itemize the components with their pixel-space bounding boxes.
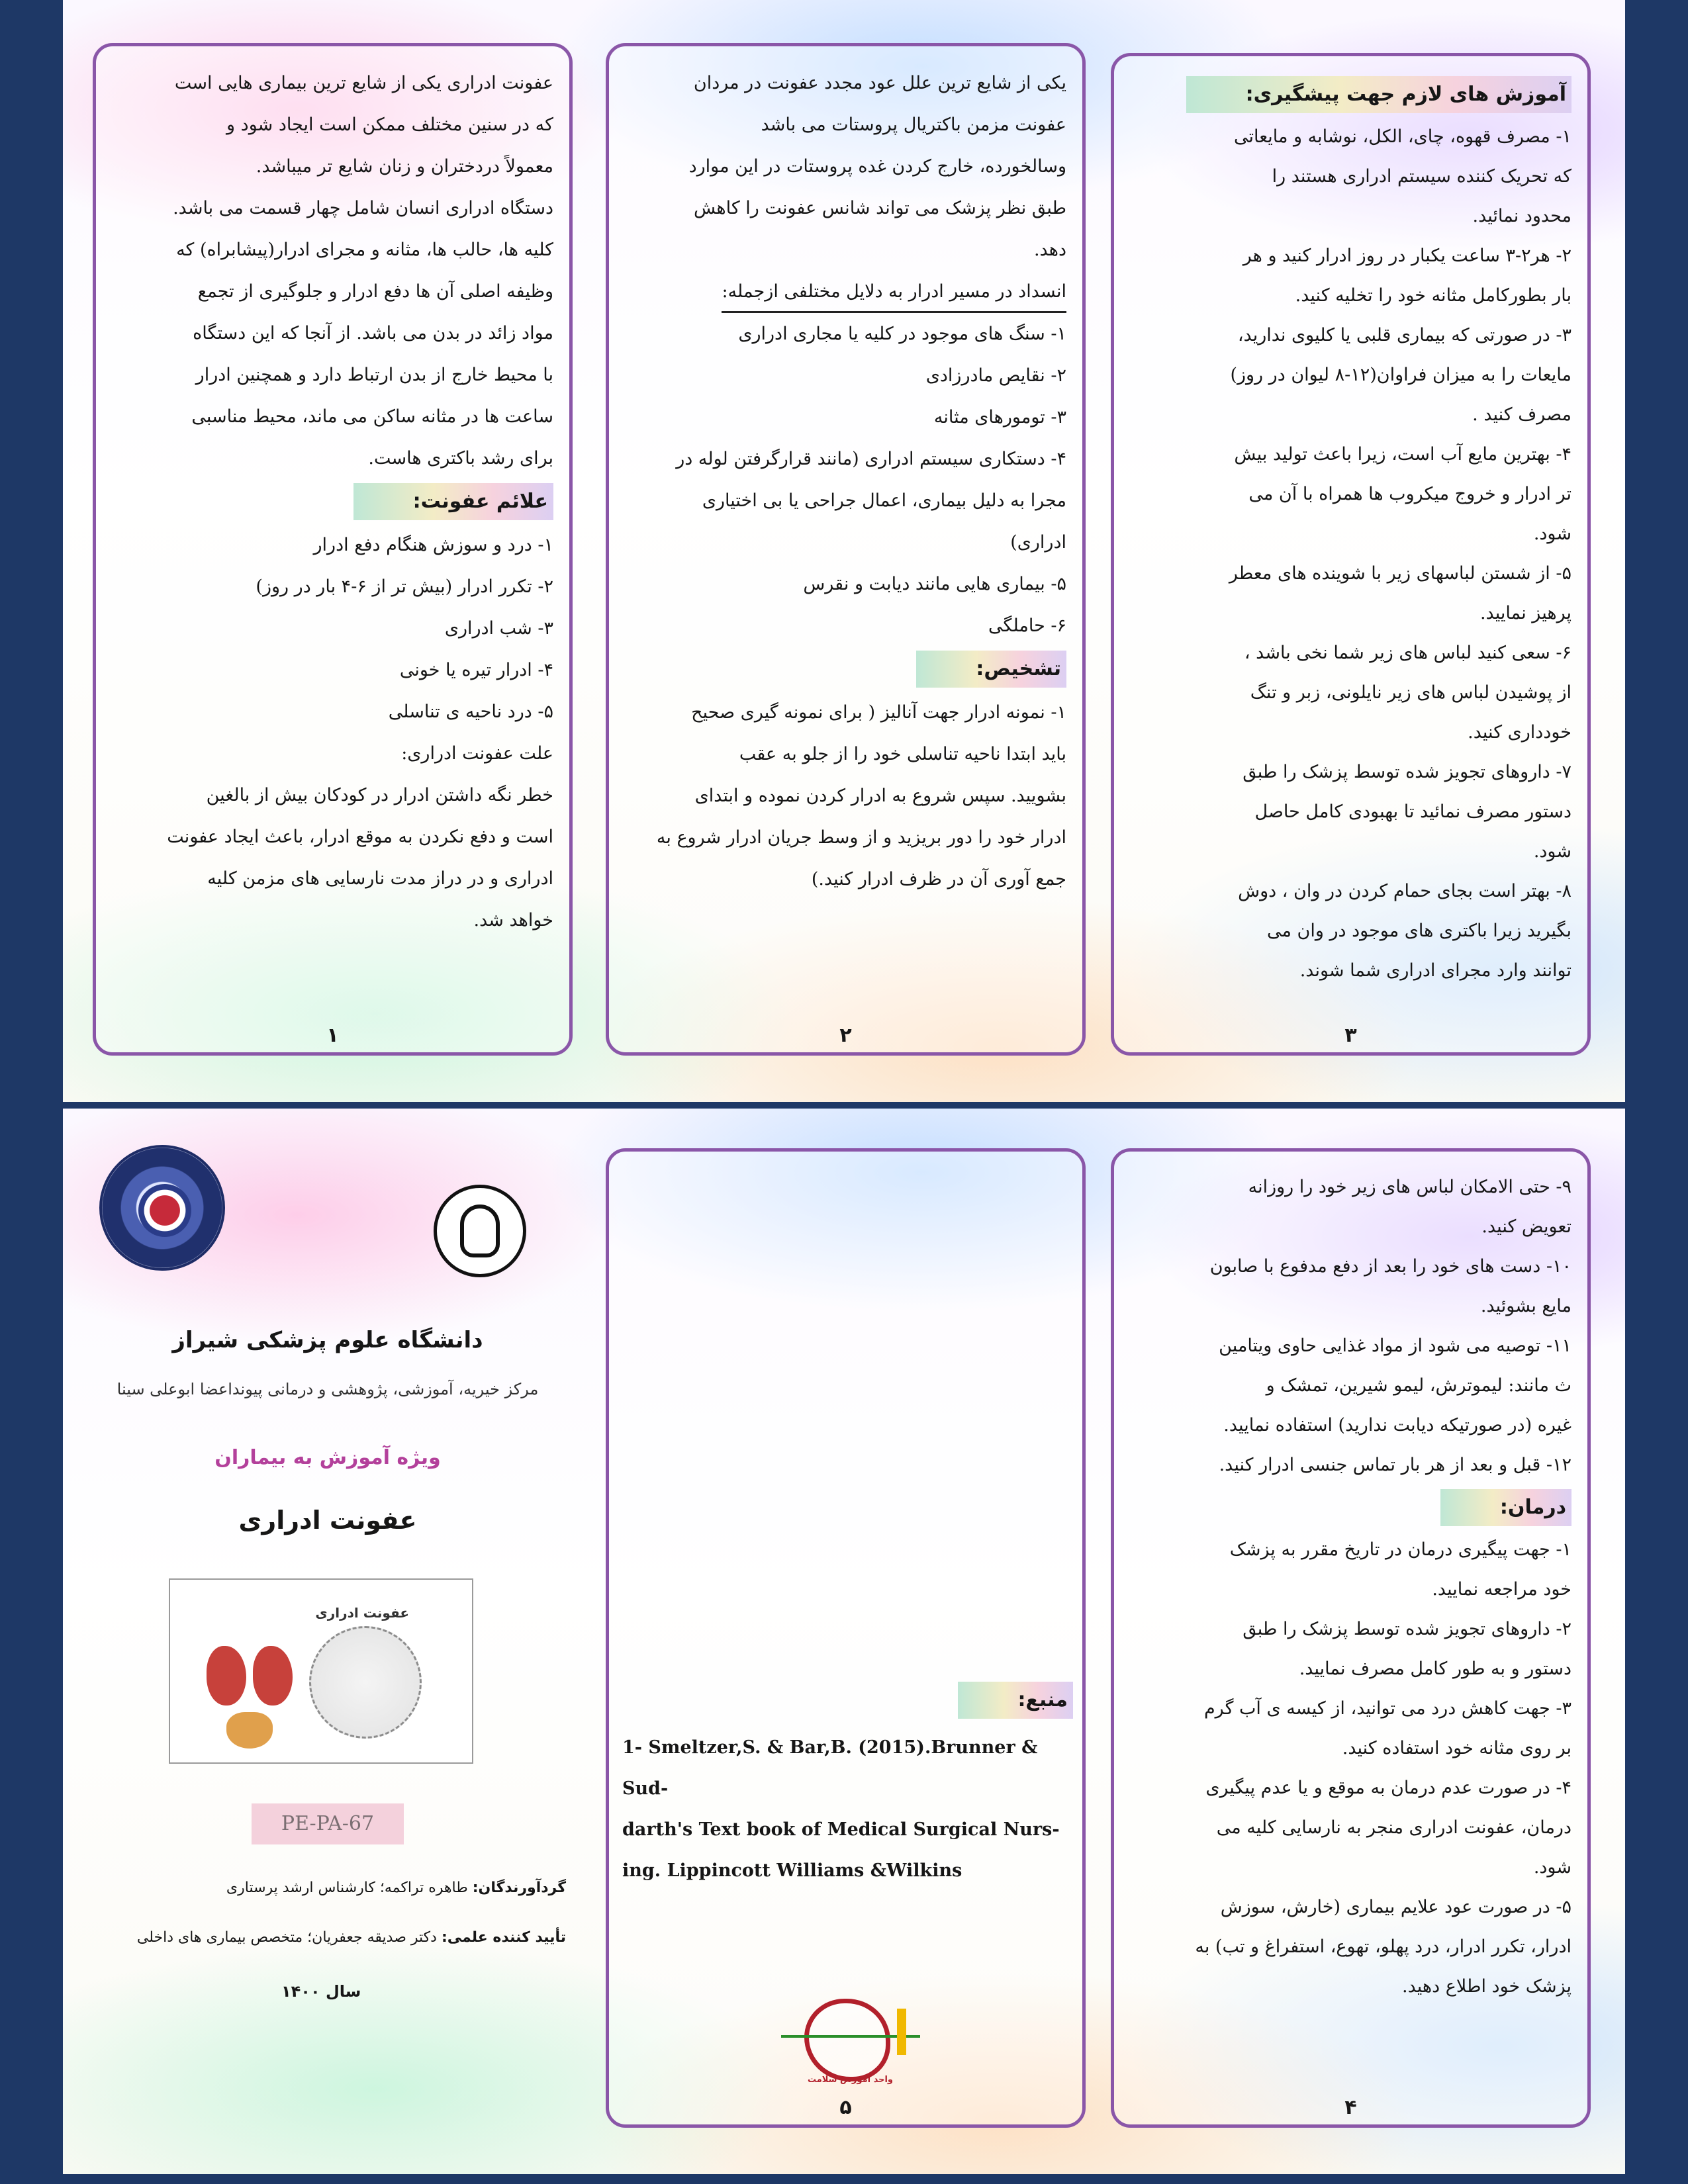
approver-credit (137, 1929, 566, 1946)
treatment-heading: درمان: (1440, 1489, 1571, 1526)
brochure-topic: عفونت ادراری (238, 1506, 417, 1535)
prevention-line: خودداری کنید. (1468, 722, 1571, 743)
cause-line: خواهد شد. (473, 910, 553, 931)
patient-education-label: ویژه آموزش به بیماران (214, 1446, 441, 1469)
urinary-system-illustration (169, 1578, 473, 1764)
front-cover (63, 1109, 592, 2167)
panel-1-content (112, 62, 553, 941)
diagnosis-line: ۱- نمونه ادرار جهت آنالیز ( برای نمونه گیری صحیح (691, 702, 1066, 723)
shiraz-university-logo-icon (434, 1185, 526, 1277)
panel-2-line: یکی از شایع ترین علل عود مجدد عفونت در مردان (693, 73, 1066, 93)
symptom-item: ۵- درد ناحیه ی تناسلی (388, 702, 553, 722)
prevention-heading: آموزش های لازم جهت پیشگیری: (1186, 76, 1571, 113)
prevention-line: ث مانند: لیموترش، لیمو شیرین، تمشک و (1266, 1375, 1571, 1396)
prevention-line: بار بطورکامل مثانه خود را تخلیه کنید. (1295, 285, 1571, 306)
symptom-item: ۴- ادرار تیره یا خونی (399, 660, 553, 680)
source-heading: منبع: (958, 1682, 1073, 1719)
prevention-line: محدود نمائید. (1472, 206, 1571, 226)
treatment-line: ۱- جهت پیگیری درمان در تاریخ مقرر به پزشک (1229, 1539, 1571, 1560)
prevention-line: تعویض کنید. (1481, 1216, 1571, 1237)
prevention-line: پرهیز نمایید. (1479, 603, 1571, 623)
diagnosis-line: بشویید. سپس شروع به ادرار کردن نموده و ابتدای (694, 786, 1066, 806)
panel-1-line: عفونت ادراری یکی از شایع ترین بیماری هایی است (174, 73, 553, 93)
page-number: ۳ (1344, 1024, 1357, 1047)
treatment-line: درمان، عفونت ادراری منجر به نارسایی کلیه می (1216, 1817, 1571, 1838)
prevention-line: ۹- حتی الامکان لباس های زیر خود را روزانه (1248, 1177, 1571, 1197)
reference-line: 1- Smeltzer,S. & Bar,B. (2015).Brunner & Sud- (622, 1737, 1038, 1799)
reference-line: darth's Text book of Medical Surgical Nurs- (622, 1819, 1060, 1840)
bacteria-magnified-view (309, 1626, 422, 1739)
diagnosis-line: باید ابتدا ناحیه تناسلی خود را از جلو به عقب (739, 744, 1066, 764)
panel-1-line: با محیط خارج از بدن ارتباط دارد و همچنین ادرار (195, 365, 553, 385)
obstruction-item: ۶- حاملگی (988, 615, 1066, 636)
compiler-value: طاهره تراکمه؛ کارشناس ارشد پرستاری (226, 1880, 468, 1896)
apple-shape (804, 1999, 890, 2081)
treatment-line: بر روی مثانه خود استفاده کنید. (1342, 1738, 1571, 1758)
approver-value: دکتر صدیقه جعفریان؛ متخصص بیماری های داخلی (136, 1929, 437, 1946)
diagnosis-line: جمع آوری آن در ظرف ادرار کنید.) (811, 869, 1066, 889)
obstruction-heading: انسداد در مسیر ادرار به دلایل مختلفی ازجمله: (722, 273, 1066, 313)
prevention-line: مایعات را به میزان فراوان(۱۲-۸ لیوان در روز) (1230, 365, 1571, 385)
cause-heading: علت عفونت ادراری: (401, 743, 553, 764)
prevention-line: ۱۲- قبل و بعد از هر بار تماس جنسی ادرار کنید. (1219, 1455, 1571, 1475)
treatment-line: شود. (1533, 1857, 1571, 1878)
obstruction-item: مجرا به دلیل بیماری، اعمال جراحی یا بی اختیاری (702, 490, 1066, 511)
health-logo-label: واحد آموزش سلامت (808, 2075, 894, 2085)
obstruction-item: ۵- بیماری هایی مانند دیابت و نقرس (803, 574, 1066, 594)
prevention-line: ۴- بهترین مایع آب است، زیرا باعث تولید بیش (1234, 444, 1571, 465)
obstruction-item: ۱- سنگ های موجود در کلیه یا مجاری ادراری (738, 324, 1066, 344)
kidney-left-shape (207, 1646, 246, 1706)
kidney-right-shape (253, 1646, 293, 1706)
prevention-line: ۶- سعی کنید لباس های زیر شما نخی باشد ، (1244, 643, 1571, 663)
symptom-item: ۱- درد و سوزش هنگام دفع ادرار (313, 535, 553, 555)
treatment-line: خود مراجعه نمایید. (1432, 1579, 1571, 1600)
page-number: ۲ (839, 1024, 852, 1047)
prevention-line: توانند وارد مجرای ادراری شما شوند. (1299, 960, 1571, 981)
document-code-badge: PE-PA-67 (252, 1803, 404, 1844)
panel-1-line: ساعت ها در مثانه ساکن می ماند، محیط مناسبی (191, 406, 553, 427)
compiler-label: گردآورندگان: (472, 1880, 566, 1896)
cause-line: ادراری و در دراز مدت نارسایی های مزمن کلیه (207, 868, 553, 889)
center-name: مرکز خیریه، آموزشی، پژوهشی و درمانی پیونداعضا ابوعلی سینا (117, 1380, 539, 1398)
panel-page-3 (1111, 53, 1591, 1056)
symptom-item: ۲- تکرر ادرار (بیش تر از ۶-۴ بار در روز) (256, 576, 553, 597)
bladder-shape (226, 1712, 273, 1749)
obstruction-item: ۲- نقایص مادرزادی (925, 365, 1066, 386)
panel-1-line: معمولاً دردختران و زنان شایع تر میباشد. (256, 156, 553, 177)
prevention-line: تر ادرار و خروج میکروب ها همراه با آن می (1248, 484, 1571, 504)
prevention-line: غیره (در صورتیکه دیابت ندارید) استفاده نمایید. (1223, 1415, 1571, 1435)
panel-page-1 (93, 43, 573, 1056)
publication-year: سال ۱۴۰۰ (281, 1982, 361, 2001)
prevention-line: ۵- از شستن لباسهای زیر با شوینده های معطر (1229, 563, 1571, 584)
obstruction-item: ۳- تومورهای مثانه (933, 407, 1066, 428)
prevention-line: که تحریک کننده سیستم ادراری هستند را (1272, 166, 1571, 187)
panel-1-line: وظیفه اصلی آن ها دفع ادرار و جلوگیری از تجمع (197, 281, 553, 302)
cause-line: است و دفع نکردن به موقع ادرار، باعث ایجاد عفونت (167, 827, 553, 847)
cause-line: خطر نگه داشتن ادرار در کودکان بیش از بالغین (206, 785, 553, 805)
symptoms-heading: علائم عفونت: (353, 483, 553, 520)
page-number: ۴ (1344, 2096, 1357, 2119)
pencil-shape (897, 2009, 906, 2055)
panel-3-content (1130, 72, 1571, 991)
prevention-line: شود. (1533, 523, 1571, 544)
treatment-line: ۳- جهت کاهش درد می توانید، از کیسه ی آب گرم (1203, 1698, 1571, 1719)
panel-1-line: کلیه ها، حالب ها، مثانه و مجرای ادرار(پیشابراه) که (176, 240, 553, 260)
page-number: ۱ (326, 1024, 339, 1047)
organ-transplant-center-logo-icon (99, 1145, 225, 1271)
prevention-line: دستور مصرف نمائید تا بهبودی کامل حاصل (1254, 801, 1571, 822)
diagnosis-line: ادرار خود را دور بریزید و از وسط جریان ادرار شروع به (656, 827, 1066, 848)
prevention-line: ۱۱- توصیه می شود از مواد غذایی حاوی ویتامین (1219, 1336, 1571, 1356)
reference-list (622, 1727, 1069, 1891)
prevention-line: ۷- داروهای تجویز شده توسط پزشک را طبق (1243, 762, 1571, 782)
approver-label: تأیید کننده علمی: (441, 1929, 566, 1946)
health-education-unit-logo-icon (768, 1995, 933, 2095)
panel-2-line: وسالخورده، خارج کردن غده پروستات در این موارد (688, 156, 1066, 177)
panel-2-line: طبق نظر پزشک می تواند شانس عفونت را کاهش (693, 198, 1066, 218)
prevention-line: مصرف کنید . (1472, 404, 1571, 425)
panel-page-5 (606, 1148, 1086, 2128)
treatment-line: دستور و به طور کامل مصرف نمایید. (1299, 1659, 1571, 1679)
panel-2-line: دهد. (1033, 240, 1066, 260)
prevention-line: ۱۰- دست های خود را بعد از دفع مدفوع با صابون (1209, 1256, 1571, 1277)
panel-2-content (625, 62, 1066, 900)
compiler-credit (226, 1880, 566, 1896)
treatment-line: ۲- داروهای تجویز شده توسط پزشک را طبق (1243, 1619, 1571, 1639)
prevention-line: شود. (1533, 841, 1571, 862)
panel-page-4 (1111, 1148, 1591, 2128)
treatment-line: ۴- در صورت عدم درمان به موقع و یا عدم پیگیری (1205, 1778, 1571, 1798)
treatment-line: ادرار، تکرر ادرار، درد پهلو، تهوع، استفراغ و تب) به (1195, 1936, 1571, 1957)
page-number: ۵ (839, 2096, 852, 2119)
prevention-line: بگیرید زیرا باکتری های موجود در وان می (1266, 921, 1571, 941)
symptom-item: ۳- شب ادراری (444, 618, 553, 639)
panel-1-line: دستگاه ادراری انسان شامل چهار قسمت می باشد. (173, 198, 553, 218)
prevention-line: ۸- بهتر است بجای حمام کردن در وان ، دوش (1238, 881, 1571, 901)
panel-1-line: که در سنین مختلف ممکن است ایجاد شود و (226, 114, 553, 135)
panel-1-line: برای رشد باکتری هاست. (368, 448, 553, 469)
treatment-line: ۵- در صورت عود علایم بیماری (خارش، سوزش (1220, 1897, 1571, 1917)
prevention-line: ۲- هر۲-۳ ساعت یکبار در روز ادرار کنید و هر (1243, 246, 1571, 266)
panel-page-2 (606, 43, 1086, 1056)
brochure-inner-side (63, 0, 1625, 1102)
obstruction-item: ادراری) (1010, 532, 1066, 553)
prevention-line: مایع بشوئید. (1480, 1296, 1571, 1316)
illustration-title: عفونت ادراری (315, 1605, 409, 1621)
panel-4-content (1130, 1167, 1571, 2007)
diagnosis-heading: تشخیص: (916, 651, 1066, 688)
prevention-line: ۱- مصرف قهوه، چای، الکل، نوشابه و مایعاتی (1233, 126, 1571, 147)
panel-2-line: عفونت مزمن باکتریال پروستات می باشد (761, 114, 1066, 135)
university-name: دانشگاه علوم پزشکی شیراز (172, 1327, 483, 1353)
treatment-line: پزشک خود اطلاع دهید. (1402, 1976, 1571, 1997)
panel-1-line: مواد زائد در بدن می باشد. از آنجا که این دستگاه (193, 323, 553, 343)
brochure-outer-side (63, 1109, 1625, 2174)
prevention-line: از پوشیدن لباس های زیر نایلونی، زبر و تنگ (1250, 682, 1571, 703)
prevention-line: ۳- در صورتی که بیماری قلبی یا کلیوی ندارید، (1237, 325, 1571, 345)
reference-line: ing. Lippincott Williams &Wilkins (622, 1860, 962, 1881)
obstruction-item: ۴- دستکاری سیستم ادراری (مانند قرارگرفتن لوله در (676, 449, 1066, 469)
